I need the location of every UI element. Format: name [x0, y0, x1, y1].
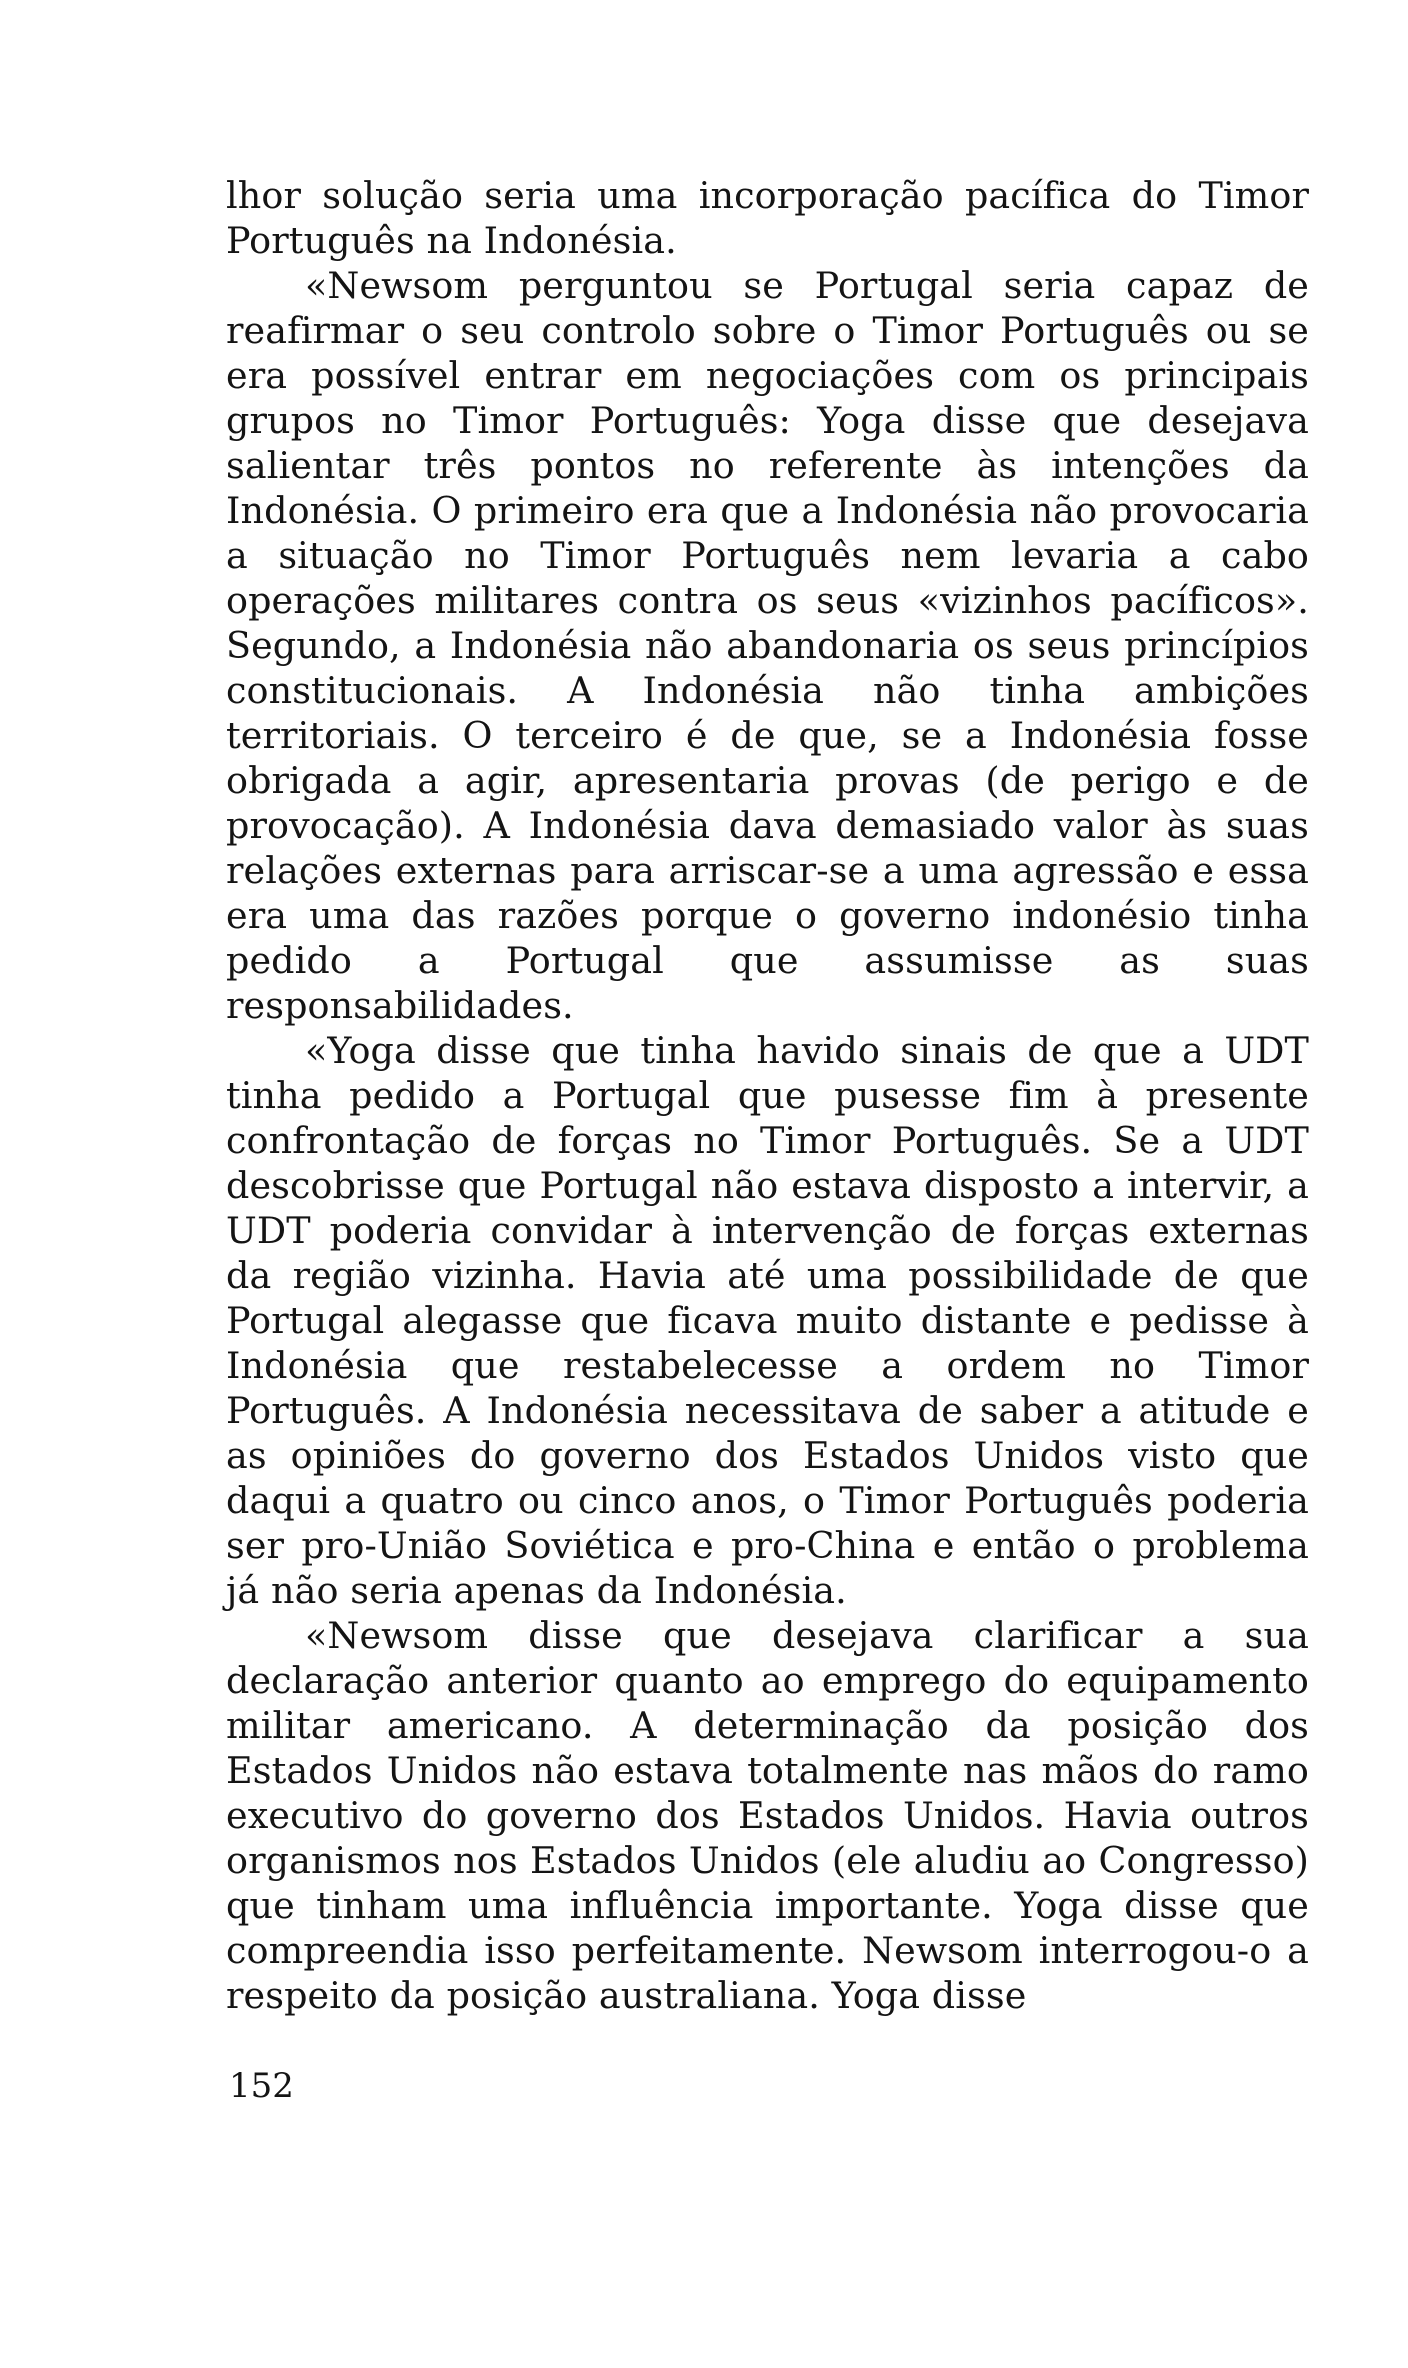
body-text — [226, 173, 1309, 2018]
paragraph-newsom-clarify: «Newsom disse que desejava clarificar a sua declaração anterior quanto ao emprego do equipamento militar americano. A determinação da posição dos Estados Unidos não estava totalmente nas mãos do ramo executivo do governo dos Estados Unidos. Havia outros organismos nos Estados Unidos (ele aludiu ao Congresso) que tinham uma influência importante. Yoga disse que compreendia isso perfeitamente. Newsom interrogou-o a respeito da posição australiana. Yoga disse — [226, 1614, 1309, 2017]
page-number: 152 — [229, 2066, 294, 2106]
paragraph-continuation: lhor solução seria uma incorporação pacífica do Timor Português na Indonésia. — [226, 174, 1309, 262]
paragraph-yoga-udt: «Yoga disse que tinha havido sinais de que a UDT tinha pedido a Portugal que pusesse fim à presente confrontação de forças no Timor Português. Se a UDT descobrisse que Portugal não estava disposto a intervir, a UDT poderia convidar à intervenção de forças externas da região vizinha. Havia até uma possibilidade de que Portugal alegasse que ficava muito distante e pedisse à Indonésia que restabelecesse a ordem no Timor Português. A Indonésia necessitava de saber a atitude e as opiniões do governo dos Estados Unidos visto que daqui a quatro ou cinco anos, o Timor Português poderia ser pro-União Soviética e pro-China e então o problema já não seria apenas da Indonésia. — [226, 1029, 1309, 1612]
paragraph-newsom-question: «Newsom perguntou se Portugal seria capaz de reafirmar o seu controlo sobre o Timor Português ou se era possível entrar em negociações com os principais grupos no Timor Português: Yoga disse que desejava salientar três pontos no referente às intenções da Indonésia. O primeiro era que a Indonésia não provocaria a situação no Timor Português nem levaria a cabo operações militares contra os seus «vizinhos pacíficos». Segundo, a Indonésia não abandonaria os seus princípios constitucionais. A Indonésia não tinha ambições territoriais. O terceiro é de que, se a Indonésia fosse obrigada a agir, apresentaria provas (de perigo e de provocação). A Indonésia dava demasiado valor às suas relações externas para arriscar-se a uma agressão e essa era uma das razões porque o governo indonésio tinha pedido a Portugal que assumisse as suas responsabilidades. — [226, 264, 1309, 1027]
